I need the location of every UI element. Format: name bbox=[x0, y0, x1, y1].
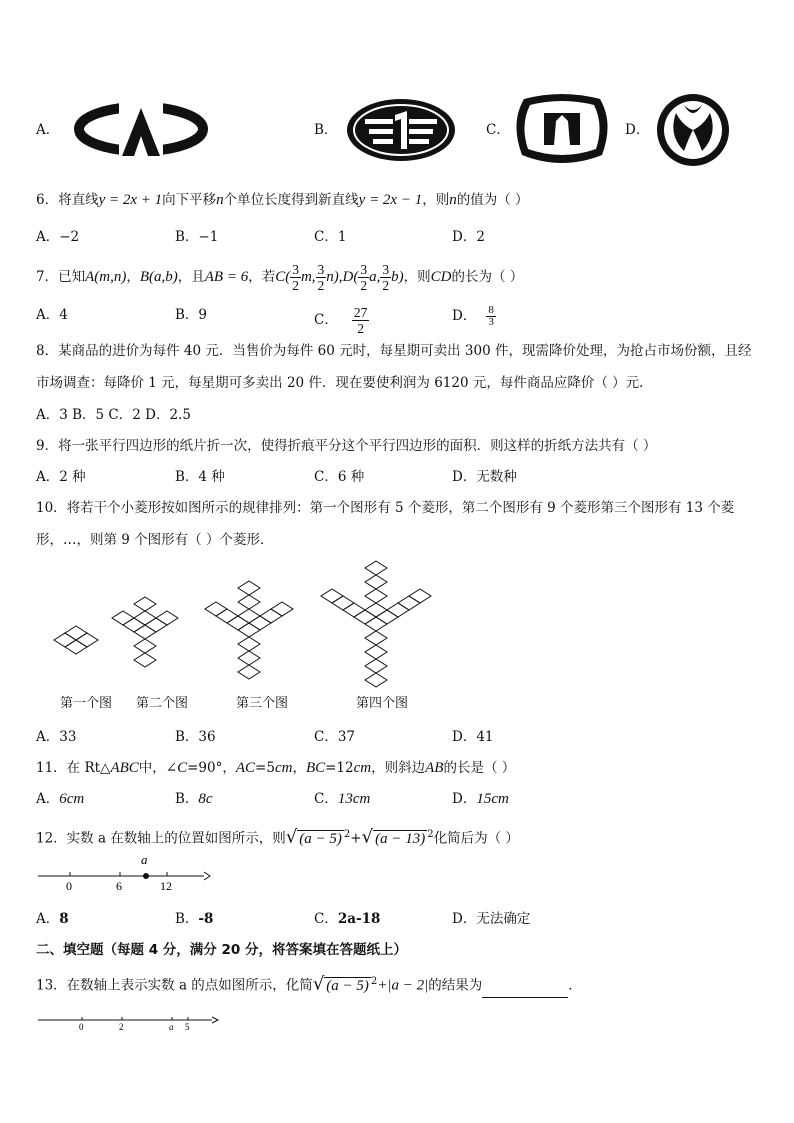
figure-caption-4: 第四个图 bbox=[356, 696, 409, 711]
rhombus bbox=[365, 603, 387, 617]
q6-option-d: D．2 bbox=[452, 229, 485, 245]
rhombus bbox=[271, 602, 293, 616]
q11-option-d: D．15cm bbox=[452, 791, 509, 807]
question-10-line-1: 10．将若干个小菱形按如图所示的规律排列：第一个图形有 5 个菱形，第二个图形有 9 个菱形第三个图形有 13 个菱 bbox=[36, 500, 735, 516]
rhombus bbox=[134, 625, 156, 639]
question-8-line-1: 8．某商品的进价为每件 40 元．当售价为每件 60 元时，每星期可卖出 300 件，现需降价处理，为抢占市场份额，且经 bbox=[36, 343, 752, 359]
q12-option-b: B．-8 bbox=[175, 911, 214, 927]
q7-option-c: C． $\frac{27}{2}$ bbox=[314, 305, 368, 336]
chery-logo bbox=[74, 100, 208, 158]
rhombus bbox=[227, 616, 249, 630]
rhombus bbox=[365, 617, 387, 631]
q10-option-b: B．36 bbox=[175, 729, 216, 745]
q7-option-a: A．4 bbox=[36, 307, 68, 323]
question-9: 9．将一张平行四边形的纸片折一次，使得折痕平分这个平行四边形的面积．则这样的折纸方法共有（ ） bbox=[36, 438, 657, 454]
rhombus bbox=[387, 603, 409, 617]
rhombus bbox=[365, 631, 387, 645]
rhombus bbox=[260, 609, 282, 623]
q9-option-b: B．4 种 bbox=[175, 469, 225, 485]
question-13: 13．在数轴上表示实数 a 的点如图所示，化简√ (a − 5) $^2$+|a − 2|的结果为 ． bbox=[36, 970, 582, 998]
question-12: 12．实数 a 在数轴上的位置如图所示，则√ (a − 5) $^2$+√ (a − 13) $^2$化简后为（ ） bbox=[36, 826, 519, 848]
rhombus bbox=[376, 610, 398, 624]
q7-option-d: D． $\frac{8}{3}$ bbox=[452, 304, 494, 328]
number-line-q13 bbox=[36, 1008, 222, 1032]
option-b-label: B． bbox=[314, 122, 338, 138]
answer-blank bbox=[482, 983, 568, 998]
rhombus bbox=[354, 610, 376, 624]
tick-label-0: 0 bbox=[79, 1022, 84, 1032]
number-line-q12 bbox=[36, 852, 212, 894]
q12-option-c: C．2a-18 bbox=[314, 911, 381, 927]
rhombus bbox=[238, 637, 260, 651]
option-c-label: C． bbox=[486, 122, 510, 138]
rhombus bbox=[134, 611, 156, 625]
q10-option-a: A．33 bbox=[36, 729, 77, 745]
q9-option-a: A．2 种 bbox=[36, 469, 86, 485]
q6-option-b: B．−1 bbox=[175, 229, 219, 245]
figure-caption-1: 第一个图 bbox=[60, 696, 113, 711]
figure-caption-2: 第二个图 bbox=[136, 696, 189, 711]
rhombus bbox=[76, 633, 98, 647]
rhombus bbox=[123, 618, 145, 632]
section-2-heading: 二、填空题（每题 4 分，满分 20 分，将答案填在答题纸上） bbox=[36, 942, 407, 958]
rhombus bbox=[54, 633, 76, 647]
q7-option-b: B．9 bbox=[175, 307, 208, 323]
rhombus bbox=[134, 597, 156, 611]
rhombus bbox=[249, 616, 271, 630]
rhombus bbox=[134, 639, 156, 653]
question-10-line-2: 形，…，则第 9 个图形有（ ）个菱形． bbox=[36, 532, 274, 548]
rhombus bbox=[65, 626, 87, 640]
rhombus bbox=[365, 575, 387, 589]
rhombus bbox=[398, 596, 420, 610]
rhombus bbox=[365, 645, 387, 659]
rhombus bbox=[112, 611, 134, 625]
question-8-line-2: 市场调查：每降价 1 元，每星期可多卖出 20 件．现在要使利润为 6120 元，每件商品应降价（ ）元． bbox=[36, 375, 653, 391]
rhombus bbox=[238, 609, 260, 623]
rhombus bbox=[216, 609, 238, 623]
q11-option-c: C．13cm bbox=[314, 791, 371, 807]
q10-option-d: D．41 bbox=[452, 729, 494, 745]
q8-options: A．3 B．5 C．2 D．2.5 bbox=[36, 407, 191, 423]
tick-label-0: 0 bbox=[66, 879, 72, 893]
question-6: 6．将直线y = 2x + 1向下平移n个单位长度得到新直线y = 2x − 1，则n的值为（ ） bbox=[36, 192, 529, 208]
point-a-dot bbox=[143, 873, 149, 879]
question-11: 11．在 Rt△ABC中，∠C=90°，AC=5cm，BC=12cm，则斜边AB的长是（ ） bbox=[36, 760, 516, 776]
q11-option-a: A．6cm bbox=[36, 791, 85, 807]
tick-label-5: 5 bbox=[185, 1022, 190, 1032]
rhombus bbox=[321, 589, 343, 603]
rhombus bbox=[332, 596, 354, 610]
tick-label-6: 6 bbox=[116, 879, 122, 893]
rhombus bbox=[365, 589, 387, 603]
q9-option-c: C．6 种 bbox=[314, 469, 365, 485]
rhombus bbox=[238, 595, 260, 609]
rhombus bbox=[343, 603, 365, 617]
rhombus bbox=[156, 611, 178, 625]
tick-label-12: 12 bbox=[160, 879, 172, 893]
rhombus bbox=[238, 665, 260, 679]
q11-option-b: B．8c bbox=[175, 791, 213, 807]
rhombus bbox=[365, 561, 387, 575]
faw-logo bbox=[345, 97, 457, 163]
rhombus bbox=[205, 602, 227, 616]
bj-logo bbox=[510, 93, 614, 167]
rhombus bbox=[134, 653, 156, 667]
q6-option-a: A．−2 bbox=[36, 229, 80, 245]
q10-option-c: C．37 bbox=[314, 729, 356, 745]
q12-option-d: D．无法确定 bbox=[452, 911, 531, 927]
option-d-label: D． bbox=[625, 122, 650, 138]
question-7: 7．已知A(m,n)，B(a,b)，且AB = 6，若C( $\frac{3}{2}$ m, $\frac{3}{2}$ n),D( $\frac{3}{2}$ a, $\frac{3}{2}$ b)，则CD的长为（ ） bbox=[36, 262, 524, 293]
rhombus bbox=[65, 640, 87, 654]
rhombus bbox=[238, 651, 260, 665]
rhombus-pattern-figure bbox=[30, 560, 460, 690]
q12-option-a: A．8 bbox=[36, 911, 69, 927]
rhombus bbox=[238, 623, 260, 637]
dongfeng-logo bbox=[654, 91, 732, 169]
q6-option-c: C．1 bbox=[314, 229, 347, 245]
option-a-label: A． bbox=[36, 122, 60, 138]
tick-label-a: a bbox=[169, 1022, 174, 1032]
rhombus bbox=[409, 589, 431, 603]
q9-option-d: D．无数种 bbox=[452, 469, 517, 485]
rhombus bbox=[145, 618, 167, 632]
tick-label-2: 2 bbox=[119, 1022, 124, 1032]
rhombus bbox=[365, 673, 387, 687]
figure-caption-3: 第三个图 bbox=[236, 696, 289, 711]
rhombus bbox=[365, 659, 387, 673]
label-a: a bbox=[141, 852, 148, 867]
rhombus bbox=[238, 581, 260, 595]
